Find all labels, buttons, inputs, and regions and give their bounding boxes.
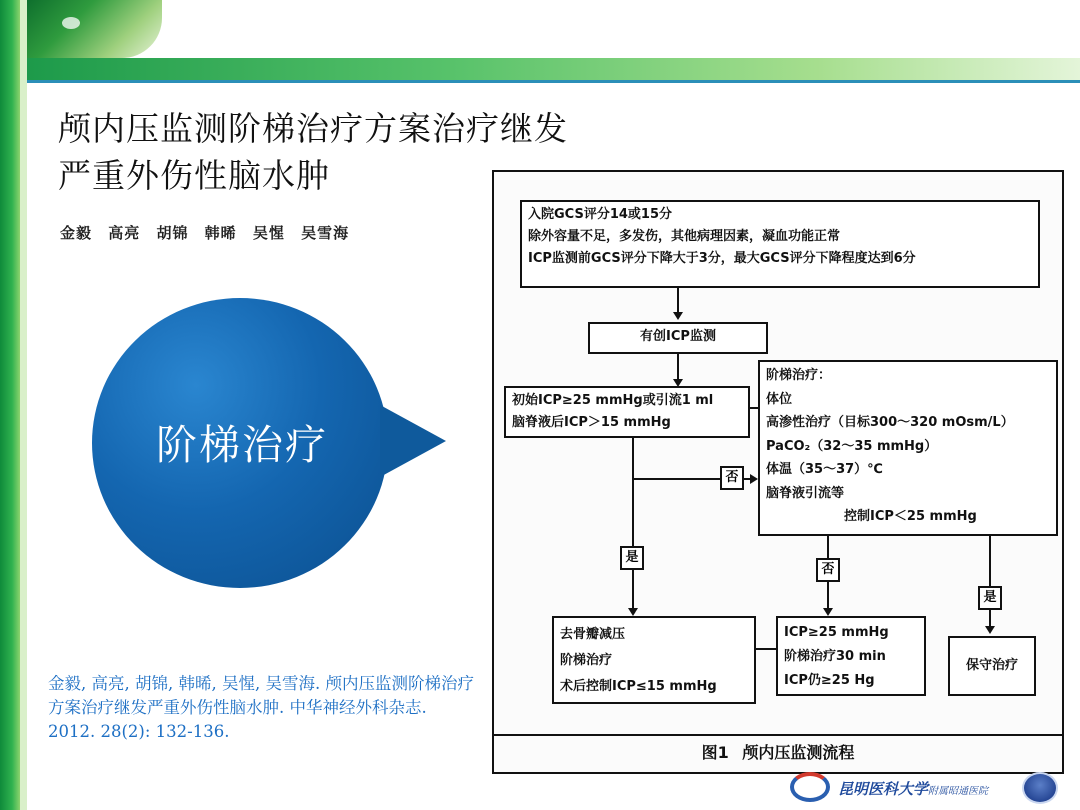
flow-text: 术后控制ICP≤15 mmHg [560, 679, 717, 694]
flow-box-icp-persistent [776, 616, 926, 696]
left-decor-bar [0, 0, 20, 810]
hospital-name: 附属昭通医院 [928, 786, 989, 797]
flow-box-decompression [552, 616, 756, 704]
flow-box-icp-monitoring [588, 322, 768, 354]
label-no: 否 [720, 466, 744, 490]
flow-text: 控制ICP＜25 mmHg [844, 509, 977, 524]
flow-box-initial-icp [504, 386, 750, 438]
caption-divider [494, 734, 1062, 736]
header-band [27, 58, 1080, 80]
figure-caption: 图1 颅内压监测流程 [701, 743, 855, 762]
label-yes: 是 [620, 546, 644, 570]
flow-text: 阶梯治疗 [560, 653, 613, 668]
leaf-corner-decor [27, 0, 162, 58]
flow-text: 除外容量不足，多发伤，其他病理因素，凝血功能正常 [528, 229, 841, 244]
connector [632, 438, 634, 612]
label-no: 否 [816, 558, 840, 582]
flow-box-stepwise-therapy [758, 360, 1058, 536]
arrow-right [750, 474, 758, 484]
flow-text: 阶梯治疗30 min [784, 649, 886, 664]
connector [989, 536, 991, 630]
flow-text: 阶梯治疗： [766, 368, 832, 383]
left-decor-stripe [20, 0, 27, 810]
flow-text: 初始ICP≥25 mmHg或引流1 ml [512, 393, 714, 408]
title-line-1: 颅内压监测阶梯治疗方案治疗继发 [58, 109, 568, 148]
flow-text: ICP监测前GCS评分下降大于3分，最大GCS评分下降程度达到6分 [528, 251, 916, 266]
flow-text: ICP仍≥25 Hg [784, 673, 875, 688]
flow-text: 入院GCS评分14或15分 [528, 207, 672, 222]
title-line-2: 严重外伤性脑水肿 [58, 156, 330, 195]
connector [750, 407, 758, 409]
university-logo-icon [790, 772, 830, 802]
header-band-line [27, 80, 1080, 83]
flow-box-conservative [948, 636, 1036, 696]
flow-text: 体位 [766, 391, 793, 407]
arrow-down [628, 608, 638, 616]
arrow-down [823, 608, 833, 616]
citation-text: 金毅, 高亮, 胡锦, 韩晞, 吴惺, 吴雪海. 颅内压监测阶梯治疗方案治疗继发严重外伤性脑水肿. 中华神经外科杂志. 2012. 28(2): 132-136. [48, 674, 474, 741]
university-name: 昆明医科大学 [838, 780, 929, 798]
flow-text: 高渗性治疗（目标300～320 mOsm/L） [766, 415, 1014, 430]
flow-text: ICP≥25 mmHg [784, 625, 889, 640]
footer-institution [838, 778, 988, 799]
flow-text: 脑脊液后ICP＞15 mmHg [512, 415, 671, 430]
connector [756, 648, 776, 650]
authors-line: 金毅 高亮 胡锦 韩晞 吴惺 吴雪海 [60, 224, 350, 242]
arrow-down [673, 312, 683, 320]
flow-text: 保守治疗 [965, 658, 1018, 673]
water-drop-decor [62, 17, 80, 29]
flow-text: 有创ICP监测 [640, 329, 716, 344]
bubble-label: 阶梯治疗 [156, 421, 328, 469]
arrow-down [985, 626, 995, 634]
flow-text: 体温（35～37）℃ [766, 462, 883, 477]
label-yes: 是 [978, 586, 1002, 610]
flowchart-figure [492, 170, 1064, 774]
flow-text: 脑脊液引流等 [766, 485, 845, 501]
hospital-emblem-icon [1022, 772, 1058, 804]
flow-box-admission [520, 200, 1040, 288]
flow-text: PaCO₂（32～35 mmHg） [766, 438, 938, 454]
flow-text: 去骨瓣减压 [560, 627, 626, 642]
